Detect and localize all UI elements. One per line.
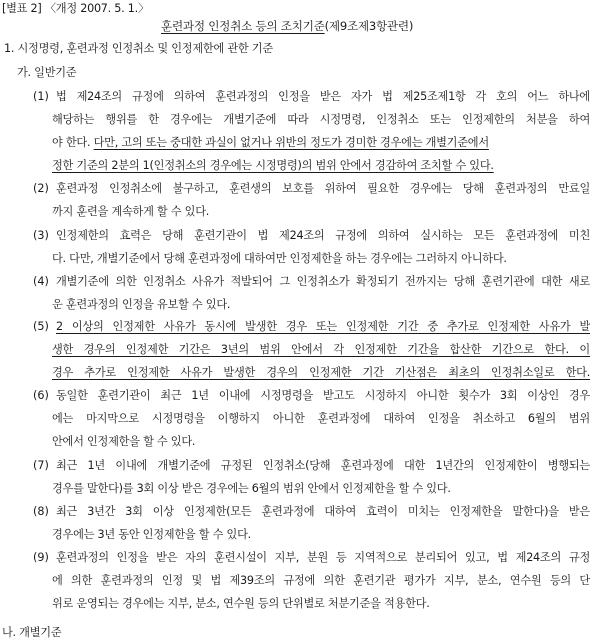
- item-1-line-3-start: 야 한다.: [52, 136, 94, 149]
- item-number: (2): [33, 182, 49, 195]
- item-6-line-2: 에는 마지막으로 시정명령을 이행하지 아니한 훈련과정에 대하여 인정을 취소하고 6월의 범위: [52, 412, 590, 425]
- section-heading: 1. 시정명령, 훈련과정 인정취소 및 인정제한에 관한 기준: [4, 42, 273, 55]
- item-1-line-1: 법 제24조의 규정에 의하여 훈련과정의 인정을 받은 자가 법 제25조제1항 각 호의 어느 하나에: [56, 90, 590, 103]
- item-3-line-1: 인정제한의 효력은 당해 훈련기관이 법 제24조의 규정에 의하여 실시하는 모든 훈련과정에 미친: [56, 229, 590, 242]
- item-5-line-3: 경우 추가로 인정제한 사유가 발생한 경우의 인정제한 기간 기산점은 최초의 인정취소일로 한다.: [52, 366, 590, 379]
- item-1-proviso: 다만, 고의 또는 중대한 과실이 없거나 위반의 정도가 경미한 경우에는 개별기준에서: [93, 136, 489, 149]
- item-number: (5): [33, 320, 49, 333]
- item-7-line-1: 최근 1년 이내에 개별기준에 규정된 인정취소(당해 훈련과정에 대한 1년간의 인정제한이 병행되는: [56, 459, 590, 472]
- item-1-line-3: [52, 136, 489, 150]
- item-number: (1): [33, 90, 49, 103]
- item-5-line-2: 생한 경우의 인정제한 기간은 3년의 범위 안에서 각 인정제한 기간을 합산한 기간으로 한다. 이: [52, 343, 590, 356]
- attachment-label: [2, 2, 149, 16]
- item-9-line-3: 위로 운영되는 경우에는 지부, 분소, 연수원 등의 단위별로 처분기준을 적용한다.: [52, 597, 430, 610]
- item-number: (8): [33, 505, 49, 518]
- item-4-line-1: 개별기준에 의한 인정취소 사유가 적발되어 그 인정취소가 확정되기 전까지는 당해 훈련기관에 대한 새로: [56, 275, 590, 288]
- item-number: (6): [33, 389, 49, 402]
- item-1-line-2: 해당하는 행위를 한 경우에는 개별기준에 따라 시정명령, 인정취소 또는 인정제한의 처분을 하여: [52, 113, 590, 126]
- item-7-line-2: 경우를 말한다)를 3회 이상 받은 경우에는 6월의 범위 안에서 인정제한을 할 수 있다.: [52, 482, 451, 495]
- attachment-number: [별표 2]: [2, 2, 42, 15]
- document-title: [161, 19, 413, 33]
- item-6-line-1: 동일한 훈련기관이 최근 1년 이내에 시정명령을 받고도 시정하지 아니한 횟수가 3회 이상인 경우: [56, 389, 590, 402]
- item-3-line-2: 다. 다만, 개별기준에서 당해 훈련과정에 대하여만 인정제한을 하는 경우에는 그러하지 아니하다.: [52, 252, 507, 265]
- subsection-general: 가. 일반기준: [17, 66, 77, 79]
- item-number: (7): [33, 459, 49, 472]
- revision-note: 〈개정 2007. 5. 1.〉: [44, 2, 149, 15]
- item-8-line-1: 최근 3년간 3회 이상 인정제한(모든 훈련과정에 대하여 효력이 미치는 인정제한을 말한다)을 받은: [56, 505, 590, 518]
- item-2-line-2: 까지 훈련을 계속하게 할 수 있다.: [52, 205, 210, 218]
- subsection-individual: 나. 개별기준: [2, 626, 62, 639]
- item-9-line-2: 에 의한 훈련과정의 인정 및 법 제39조의 규정에 의한 훈련기관 평가가 지부, 분소, 연수원 등의 단: [52, 574, 590, 587]
- item-6-line-3: 안에서 인정제한을 할 수 있다.: [52, 435, 196, 448]
- item-2-line-1: 훈련과정 인정취소에 불구하고, 훈련생의 보호를 위하여 필요한 경우에는 당해 훈련과정의 만료일: [56, 182, 590, 195]
- item-1-line-4: 정한 기준의 2분의 1(인정취소의 경우에는 시정명령)의 범위 안에서 경감하여 조치할 수 있다.: [52, 159, 494, 172]
- item-number: (3): [33, 229, 49, 242]
- item-4-line-2: 운 훈련과정의 인정을 유보할 수 있다.: [52, 298, 231, 311]
- item-number: (9): [33, 551, 49, 564]
- item-8-line-2: 경우에는 3년 동안 인정제한을 할 수 있다.: [52, 528, 251, 541]
- item-5-line-1: 2 이상의 인정제한 사유가 동시에 발생한 경우 또는 인정제한 기간 중 추가로 인정제한 사유가 발: [56, 320, 590, 333]
- item-9-line-1: 훈련과정의 인정을 받은 자의 훈련시설이 지부, 분원 등 지역적으로 분리되어 있고, 법 제24조의 규정: [56, 551, 590, 564]
- title-main: 훈련과정 인정취소 등의 조치기준: [161, 19, 325, 33]
- title-reference: (제9조제3항관련): [324, 19, 414, 33]
- item-number: (4): [33, 275, 49, 288]
